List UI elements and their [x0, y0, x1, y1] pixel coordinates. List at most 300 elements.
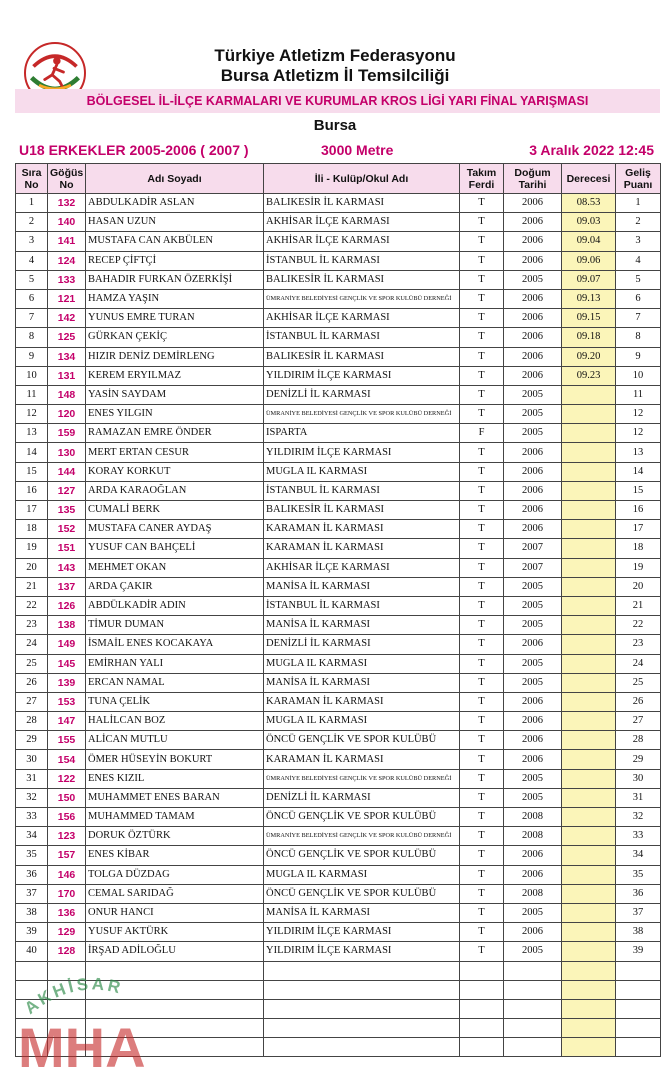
- cell-time: [562, 654, 616, 673]
- cell-sira: 3: [16, 232, 48, 251]
- cell-points: 18: [616, 539, 661, 558]
- cell-sira: 33: [16, 808, 48, 827]
- cell-name: DORUK ÖZTÜRK: [86, 827, 264, 846]
- table-row: [16, 616, 661, 635]
- cell-time: [562, 443, 616, 462]
- empty-cell: [504, 1038, 562, 1057]
- cell-birth: 2005: [504, 788, 562, 807]
- cell-name: ABDULKADİR ASLAN: [86, 194, 264, 213]
- cell-bib: 156: [48, 808, 86, 827]
- cell-name: MUHAMMET ENES BARAN: [86, 788, 264, 807]
- cell-club: YILDIRIM İLÇE KARMASI: [264, 942, 460, 961]
- cell-team: T: [460, 232, 504, 251]
- cell-time: [562, 827, 616, 846]
- cell-time: [562, 539, 616, 558]
- cell-points: 34: [616, 846, 661, 865]
- cell-club: KARAMAN İL KARMASI: [264, 539, 460, 558]
- cell-birth: 2005: [504, 903, 562, 922]
- cell-points: 29: [616, 750, 661, 769]
- cell-points: 31: [616, 788, 661, 807]
- empty-cell: [460, 980, 504, 999]
- cell-time: 08.53: [562, 194, 616, 213]
- cell-time: [562, 558, 616, 577]
- cell-name: TOLGA DÜZDAG: [86, 865, 264, 884]
- cell-team: T: [460, 654, 504, 673]
- cell-bib: 124: [48, 251, 86, 270]
- cell-bib: 125: [48, 328, 86, 347]
- cell-points: 39: [616, 942, 661, 961]
- cell-birth: 2006: [504, 213, 562, 232]
- empty-cell: [562, 980, 616, 999]
- cell-sira: 20: [16, 558, 48, 577]
- cell-club: DENİZLİ İL KARMASI: [264, 788, 460, 807]
- cell-bib: 133: [48, 270, 86, 289]
- cell-birth: 2005: [504, 673, 562, 692]
- cell-club: ÜMRANİYE BELEDİYESİ GENÇLİK VE SPOR KULÜBÜ DERNEĞİ: [264, 405, 460, 424]
- cell-sira: 40: [16, 942, 48, 961]
- cell-points: 38: [616, 923, 661, 942]
- cell-team: T: [460, 501, 504, 520]
- cell-points: 20: [616, 577, 661, 596]
- cell-sira: 25: [16, 654, 48, 673]
- cell-points: 25: [616, 673, 661, 692]
- cell-club: MANİSA İL KARMASI: [264, 616, 460, 635]
- cell-points: 10: [616, 366, 661, 385]
- cell-points: 26: [616, 692, 661, 711]
- competition-title: BÖLGESEL İL-İLÇE KARMALARI VE KURUMLAR KROS LİGİ YARI FİNAL YARIŞMASI: [15, 89, 660, 113]
- cell-name: MUSTAFA CANER AYDAŞ: [86, 520, 264, 539]
- cell-club: MUGLA IL KARMASI: [264, 865, 460, 884]
- empty-cell: [86, 980, 264, 999]
- cell-bib: 159: [48, 424, 86, 443]
- cell-club: DENİZLİ İL KARMASI: [264, 635, 460, 654]
- cell-time: [562, 424, 616, 443]
- col-sira: Sıra No: [16, 164, 48, 194]
- cell-birth: 2005: [504, 270, 562, 289]
- cell-bib: 150: [48, 788, 86, 807]
- cell-club: AKHİSAR İLÇE KARMASI: [264, 213, 460, 232]
- cell-name: ÖMER HÜSEYİN BOKURT: [86, 750, 264, 769]
- cell-bib: 152: [48, 520, 86, 539]
- cell-team: T: [460, 923, 504, 942]
- cell-bib: 170: [48, 884, 86, 903]
- cell-points: 13: [616, 443, 661, 462]
- table-row: [16, 884, 661, 903]
- cell-team: T: [460, 616, 504, 635]
- cell-time: [562, 788, 616, 807]
- table-row: [16, 481, 661, 500]
- cell-sira: 35: [16, 846, 48, 865]
- cell-sira: 17: [16, 501, 48, 520]
- cell-birth: 2008: [504, 827, 562, 846]
- cell-club: ÜMRANİYE BELEDİYESİ GENÇLİK VE SPOR KULÜBÜ DERNEĞİ: [264, 289, 460, 308]
- empty-cell: [16, 999, 48, 1018]
- cell-team: T: [460, 289, 504, 308]
- cell-points: 12: [616, 405, 661, 424]
- table-row: [16, 309, 661, 328]
- table-row: [16, 596, 661, 615]
- empty-cell: [460, 999, 504, 1018]
- cell-sira: 22: [16, 596, 48, 615]
- cell-birth: 2006: [504, 635, 562, 654]
- cell-club: BALIKESİR İL KARMASI: [264, 347, 460, 366]
- cell-time: [562, 481, 616, 500]
- cell-sira: 14: [16, 443, 48, 462]
- cell-bib: 129: [48, 923, 86, 942]
- cell-club: İSTANBUL İL KARMASI: [264, 328, 460, 347]
- cell-team: T: [460, 520, 504, 539]
- table-row: [16, 366, 661, 385]
- cell-birth: 2006: [504, 232, 562, 251]
- cell-time: 09.20: [562, 347, 616, 366]
- cell-team: T: [460, 577, 504, 596]
- cell-birth: 2006: [504, 309, 562, 328]
- cell-team: T: [460, 846, 504, 865]
- svg-text:MHA: MHA: [18, 1016, 146, 1075]
- cell-bib: 154: [48, 750, 86, 769]
- empty-cell: [616, 961, 661, 980]
- table-row: [16, 328, 661, 347]
- cell-team: F: [460, 424, 504, 443]
- cell-club: YILDIRIM İLÇE KARMASI: [264, 443, 460, 462]
- cell-points: 36: [616, 884, 661, 903]
- table-row: [16, 424, 661, 443]
- cell-points: 23: [616, 635, 661, 654]
- empty-cell: [504, 999, 562, 1018]
- cell-sira: 23: [16, 616, 48, 635]
- cell-name: ONUR HANCI: [86, 903, 264, 922]
- cell-team: T: [460, 903, 504, 922]
- cell-birth: 2005: [504, 942, 562, 961]
- cell-points: 15: [616, 481, 661, 500]
- cell-club: ÜMRANİYE BELEDİYESİ GENÇLİK VE SPOR KULÜBÜ DERNEĞİ: [264, 827, 460, 846]
- cell-name: ERCAN NAMAL: [86, 673, 264, 692]
- table-row: [16, 213, 661, 232]
- cell-team: T: [460, 884, 504, 903]
- cell-name: HALİLCAN BOZ: [86, 712, 264, 731]
- table-row: [16, 788, 661, 807]
- cell-club: YILDIRIM İLÇE KARMASI: [264, 366, 460, 385]
- cell-birth: 2007: [504, 539, 562, 558]
- cell-sira: 27: [16, 692, 48, 711]
- cell-birth: 2006: [504, 251, 562, 270]
- empty-cell: [86, 1038, 264, 1057]
- cell-bib: 126: [48, 596, 86, 615]
- cell-club: ÖNCÜ GENÇLİK VE SPOR KULÜBÜ: [264, 731, 460, 750]
- cell-points: 2: [616, 213, 661, 232]
- empty-cell: [264, 999, 460, 1018]
- cell-name: MEHMET OKAN: [86, 558, 264, 577]
- cell-team: T: [460, 942, 504, 961]
- cell-points: 37: [616, 903, 661, 922]
- empty-cell: [562, 1038, 616, 1057]
- cell-name: MERT ERTAN CESUR: [86, 443, 264, 462]
- cell-birth: 2006: [504, 443, 562, 462]
- cell-bib: 143: [48, 558, 86, 577]
- date-label: 3 Aralık 2022 12:45: [529, 142, 654, 158]
- cell-sira: 2: [16, 213, 48, 232]
- cell-time: 09.06: [562, 251, 616, 270]
- cell-bib: 136: [48, 903, 86, 922]
- table-row: [16, 443, 661, 462]
- cell-sira: 31: [16, 769, 48, 788]
- cell-team: T: [460, 769, 504, 788]
- empty-cell: [48, 1019, 86, 1038]
- cell-bib: 137: [48, 577, 86, 596]
- cell-time: [562, 635, 616, 654]
- cell-bib: 145: [48, 654, 86, 673]
- cell-time: [562, 884, 616, 903]
- empty-cell: [16, 980, 48, 999]
- cell-team: T: [460, 558, 504, 577]
- cell-team: T: [460, 194, 504, 213]
- cell-birth: 2005: [504, 654, 562, 673]
- cell-club: İSTANBUL İL KARMASI: [264, 251, 460, 270]
- empty-cell: [562, 1019, 616, 1038]
- col-club: İli - Kulüp/Okul Adı: [264, 164, 460, 194]
- empty-cell: [16, 1019, 48, 1038]
- cell-club: AKHİSAR İLÇE KARMASI: [264, 309, 460, 328]
- cell-name: MUHAMMED TAMAM: [86, 808, 264, 827]
- empty-cell: [48, 961, 86, 980]
- cell-time: [562, 462, 616, 481]
- cell-points: 28: [616, 731, 661, 750]
- cell-points: 7: [616, 309, 661, 328]
- cell-team: T: [460, 405, 504, 424]
- cell-sira: 28: [16, 712, 48, 731]
- cell-name: HASAN UZUN: [86, 213, 264, 232]
- category-row: [15, 139, 660, 161]
- table-row: [16, 520, 661, 539]
- table-row: [16, 673, 661, 692]
- cell-points: 9: [616, 347, 661, 366]
- cell-team: T: [460, 827, 504, 846]
- table-row: [16, 539, 661, 558]
- cell-team: T: [460, 309, 504, 328]
- cell-sira: 12: [16, 405, 48, 424]
- cell-club: KARAMAN İL KARMASI: [264, 750, 460, 769]
- cell-points: 14: [616, 462, 661, 481]
- empty-cell: [562, 961, 616, 980]
- cell-bib: 139: [48, 673, 86, 692]
- cell-points: 4: [616, 251, 661, 270]
- table-row: [16, 654, 661, 673]
- cell-birth: 2006: [504, 692, 562, 711]
- cell-time: [562, 616, 616, 635]
- cell-time: [562, 923, 616, 942]
- cell-time: [562, 808, 616, 827]
- cell-birth: 2006: [504, 865, 562, 884]
- cell-name: BAHADIR FURKAN ÖZERKİŞİ: [86, 270, 264, 289]
- cell-sira: 24: [16, 635, 48, 654]
- cell-time: [562, 596, 616, 615]
- cell-name: KEREM ERYILMAZ: [86, 366, 264, 385]
- cell-points: 24: [616, 654, 661, 673]
- cell-sira: 13: [16, 424, 48, 443]
- col-dogum: Doğum Tarihi: [504, 164, 562, 194]
- cell-club: MUGLA IL KARMASI: [264, 462, 460, 481]
- cell-team: T: [460, 635, 504, 654]
- cell-birth: 2008: [504, 808, 562, 827]
- table-row: [16, 731, 661, 750]
- cell-name: KORAY KORKUT: [86, 462, 264, 481]
- table-row: [16, 232, 661, 251]
- cell-club: İSTANBUL İL KARMASI: [264, 596, 460, 615]
- cell-club: KARAMAN İL KARMASI: [264, 692, 460, 711]
- table-row: [16, 558, 661, 577]
- col-takim: Takım Ferdi: [460, 164, 504, 194]
- cell-sira: 8: [16, 328, 48, 347]
- cell-club: ÖNCÜ GENÇLİK VE SPOR KULÜBÜ: [264, 884, 460, 903]
- cell-points: 17: [616, 520, 661, 539]
- cell-team: T: [460, 443, 504, 462]
- cell-name: ABDÜLKADİR ADIN: [86, 596, 264, 615]
- cell-bib: 146: [48, 865, 86, 884]
- cell-bib: 151: [48, 539, 86, 558]
- cell-name: TUNA ÇELİK: [86, 692, 264, 711]
- cell-club: BALIKESİR İL KARMASI: [264, 501, 460, 520]
- cell-bib: 135: [48, 501, 86, 520]
- svg-text:AKHİSAR: AKHİSAR: [20, 975, 126, 1018]
- cell-name: ENES KİBAR: [86, 846, 264, 865]
- table-row: [16, 712, 661, 731]
- cell-sira: 9: [16, 347, 48, 366]
- cell-name: TİMUR DUMAN: [86, 616, 264, 635]
- table-row: [16, 923, 661, 942]
- cell-birth: 2006: [504, 328, 562, 347]
- results-table: [15, 163, 661, 1057]
- cell-bib: 149: [48, 635, 86, 654]
- cell-birth: 2006: [504, 347, 562, 366]
- cell-bib: 140: [48, 213, 86, 232]
- empty-row: [16, 1038, 661, 1057]
- table-row: [16, 251, 661, 270]
- empty-row: [16, 1019, 661, 1038]
- cell-sira: 5: [16, 270, 48, 289]
- empty-cell: [48, 980, 86, 999]
- cell-birth: 2006: [504, 462, 562, 481]
- empty-cell: [264, 1019, 460, 1038]
- table-row: [16, 942, 661, 961]
- cell-club: ÜMRANİYE BELEDİYESİ GENÇLİK VE SPOR KULÜBÜ DERNEĞİ: [264, 769, 460, 788]
- cell-birth: 2005: [504, 596, 562, 615]
- cell-time: [562, 942, 616, 961]
- cell-birth: 2006: [504, 846, 562, 865]
- cell-team: T: [460, 596, 504, 615]
- cell-birth: 2006: [504, 712, 562, 731]
- table-row: [16, 827, 661, 846]
- cell-bib: 132: [48, 194, 86, 213]
- cell-name: İSMAİL ENES KOCAKAYA: [86, 635, 264, 654]
- distance-label: 3000 Metre: [321, 142, 394, 158]
- cell-club: MANİSA İL KARMASI: [264, 673, 460, 692]
- cell-time: 09.13: [562, 289, 616, 308]
- cell-club: ISPARTA: [264, 424, 460, 443]
- cell-time: [562, 405, 616, 424]
- empty-row: [16, 980, 661, 999]
- empty-cell: [16, 961, 48, 980]
- cell-name: HIZIR DENİZ DEMİRLENG: [86, 347, 264, 366]
- cell-sira: 19: [16, 539, 48, 558]
- table-row: [16, 194, 661, 213]
- cell-bib: 157: [48, 846, 86, 865]
- cell-name: HAMZA YAŞIN: [86, 289, 264, 308]
- cell-bib: 131: [48, 366, 86, 385]
- empty-cell: [616, 980, 661, 999]
- table-row: [16, 501, 661, 520]
- table-row: [16, 903, 661, 922]
- cell-club: AKHİSAR İLÇE KARMASI: [264, 558, 460, 577]
- table-row: [16, 865, 661, 884]
- cell-points: 21: [616, 596, 661, 615]
- cell-time: [562, 846, 616, 865]
- table-row: [16, 270, 661, 289]
- cell-birth: 2006: [504, 520, 562, 539]
- cell-team: T: [460, 213, 504, 232]
- cell-bib: 128: [48, 942, 86, 961]
- empty-cell: [504, 1019, 562, 1038]
- cell-birth: 2005: [504, 424, 562, 443]
- cell-club: İSTANBUL İL KARMASI: [264, 481, 460, 500]
- representation-title: Bursa Atletizm İl Temsilciliği: [220, 66, 450, 85]
- cell-bib: 142: [48, 309, 86, 328]
- cell-team: T: [460, 462, 504, 481]
- table-row: [16, 635, 661, 654]
- cell-name: ENES KIZIL: [86, 769, 264, 788]
- table-row: [16, 385, 661, 404]
- cell-sira: 16: [16, 481, 48, 500]
- cell-club: AKHİSAR İLÇE KARMASI: [264, 232, 460, 251]
- cell-name: CEMAL SARIDAĞ: [86, 884, 264, 903]
- cell-team: T: [460, 328, 504, 347]
- table-row: [16, 808, 661, 827]
- cell-name: YUNUS EMRE TURAN: [86, 309, 264, 328]
- cell-team: T: [460, 731, 504, 750]
- empty-cell: [86, 999, 264, 1018]
- cell-team: T: [460, 539, 504, 558]
- cell-bib: 147: [48, 712, 86, 731]
- empty-cell: [48, 1038, 86, 1057]
- cell-team: T: [460, 692, 504, 711]
- cell-points: 19: [616, 558, 661, 577]
- cell-team: T: [460, 788, 504, 807]
- cell-club: MANİSA İL KARMASI: [264, 577, 460, 596]
- cell-points: 27: [616, 712, 661, 731]
- table-row: [16, 462, 661, 481]
- empty-row: [16, 961, 661, 980]
- cell-time: [562, 520, 616, 539]
- cell-points: 30: [616, 769, 661, 788]
- cell-bib: 155: [48, 731, 86, 750]
- cell-bib: 130: [48, 443, 86, 462]
- cell-bib: 138: [48, 616, 86, 635]
- cell-name: RECEP ÇİFTÇİ: [86, 251, 264, 270]
- table-row: [16, 289, 661, 308]
- cell-points: 3: [616, 232, 661, 251]
- cell-time: 09.03: [562, 213, 616, 232]
- empty-cell: [616, 999, 661, 1018]
- empty-cell: [562, 999, 616, 1018]
- cell-time: 09.07: [562, 270, 616, 289]
- empty-cell: [264, 1038, 460, 1057]
- cell-team: T: [460, 712, 504, 731]
- cell-sira: 1: [16, 194, 48, 213]
- cell-sira: 4: [16, 251, 48, 270]
- cell-points: 8: [616, 328, 661, 347]
- cell-name: YUSUF AKTÜRK: [86, 923, 264, 942]
- col-name: Adı Soyadı: [86, 164, 264, 194]
- cell-birth: 2005: [504, 385, 562, 404]
